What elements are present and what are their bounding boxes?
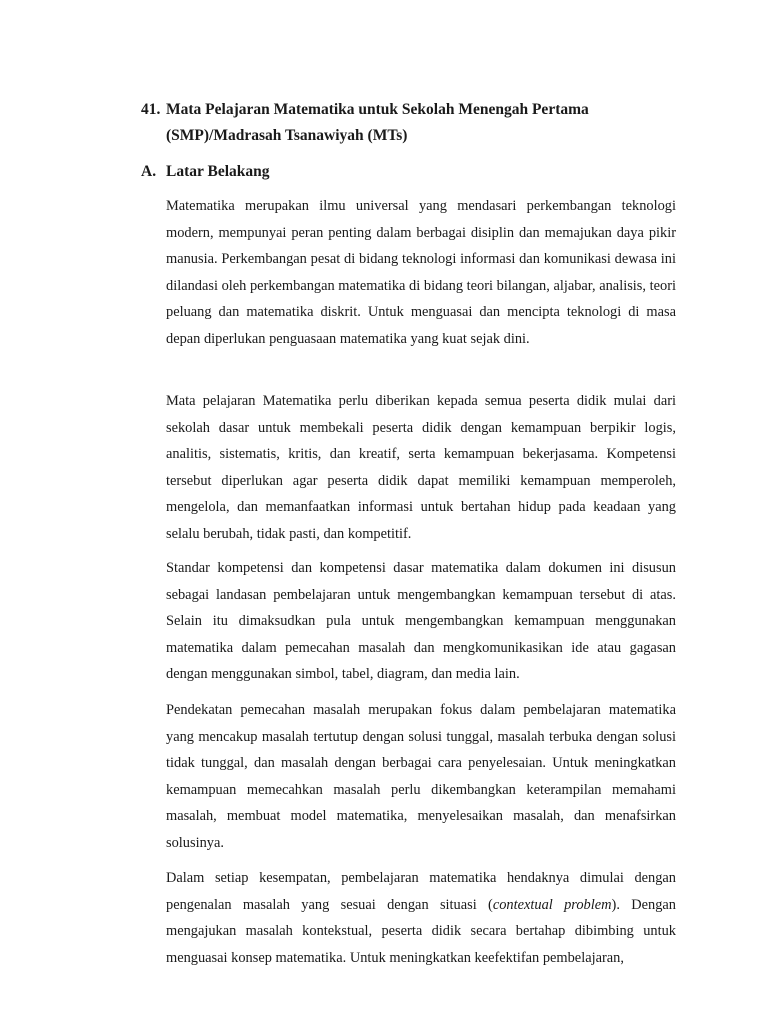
- paragraph-1: Matematika merupakan ilmu universal yang mendasari perkembangan teknologi modern, mempunyai peran penting dalam berbagai disiplin dan memajukan daya pikir manusia. Perkembangan pesat di bidang teknologi informasi dan komunikasi dewasa ini dilandasi oleh perkembangan matematika di bidang teori bilangan, aljabar, analisis, teori peluang dan matematika diskrit. Untuk menguasai dan mencipta teknologi di masa depan diperlukan penguasaan matematika yang kuat sejak dini.: [166, 198, 676, 347]
- paragraph-5: [166, 865, 676, 971]
- section-title-line1: Mata Pelajaran Matematika untuk Sekolah Menengah Pertama: [166, 101, 589, 118]
- subsection-title: Latar Belakang: [166, 163, 270, 180]
- paragraph-5-text-b: ). Dengan mengajukan masalah kontekstual, peserta didik secara bertahap dibimbing untuk menguasai konsep matematika. Untuk meningkatkan keefektifan pembelajaran,: [166, 896, 676, 966]
- section-title-line2: (SMP)/Madrasah Tsanawiyah (MTs): [166, 127, 408, 144]
- paragraph-3: Standar kompetensi dan kompetensi dasar matematika dalam dokumen ini disusun sebagai landasan pembelajaran untuk mengembangkan kemampuan tersebut di atas. Selain itu dimaksudkan pula untuk mengembangkan kemampuan menggunakan matematika dalam pemecahan masalah dan mengkomunikasikan ide atau gagasan dengan menggunakan simbol, tabel, diagram, dan media lain.: [166, 560, 676, 682]
- section-number: 41.: [141, 101, 161, 118]
- paragraph-2: Mata pelajaran Matematika perlu diberikan kepada semua peserta didik mulai dari sekolah dasar untuk membekali peserta didik dengan kemampuan berpikir logis, analitis, sistematis, kritis, dan kreatif, serta kemampuan bekerjasama. Kompetensi tersebut diperlukan agar peserta didik dapat memiliki kemampuan memperoleh, mengelola, dan memanfaatkan informasi untuk bertahan hidup pada keadaan yang selalu berubah, tidak pasti, dan kompetitif.: [166, 393, 676, 542]
- section-title: [141, 97, 661, 149]
- paragraph-5-italic: contextual problem: [492, 896, 612, 913]
- subsection-heading: [141, 160, 270, 184]
- paragraph-4: Pendekatan pemecahan masalah merupakan fokus dalam pembelajaran matematika yang mencakup masalah tertutup dengan solusi tunggal, masalah terbuka dengan solusi tidak tunggal, dan masalah dengan berbagai cara penyelesaian. Untuk meningkatkan kemampuan memecahkan masalah perlu dikembangkan keterampilan memahami masalah, membuat model matematika, menyelesaikan masalah, dan menafsirkan solusinya.: [166, 702, 676, 851]
- paragraph-5-text-a: Dalam setiap kesempatan, pembelajaran matematika hendaknya dimulai dengan pengenalan masalah yang sesuai dengan situasi (: [166, 870, 676, 913]
- subsection-letter: A.: [141, 163, 157, 180]
